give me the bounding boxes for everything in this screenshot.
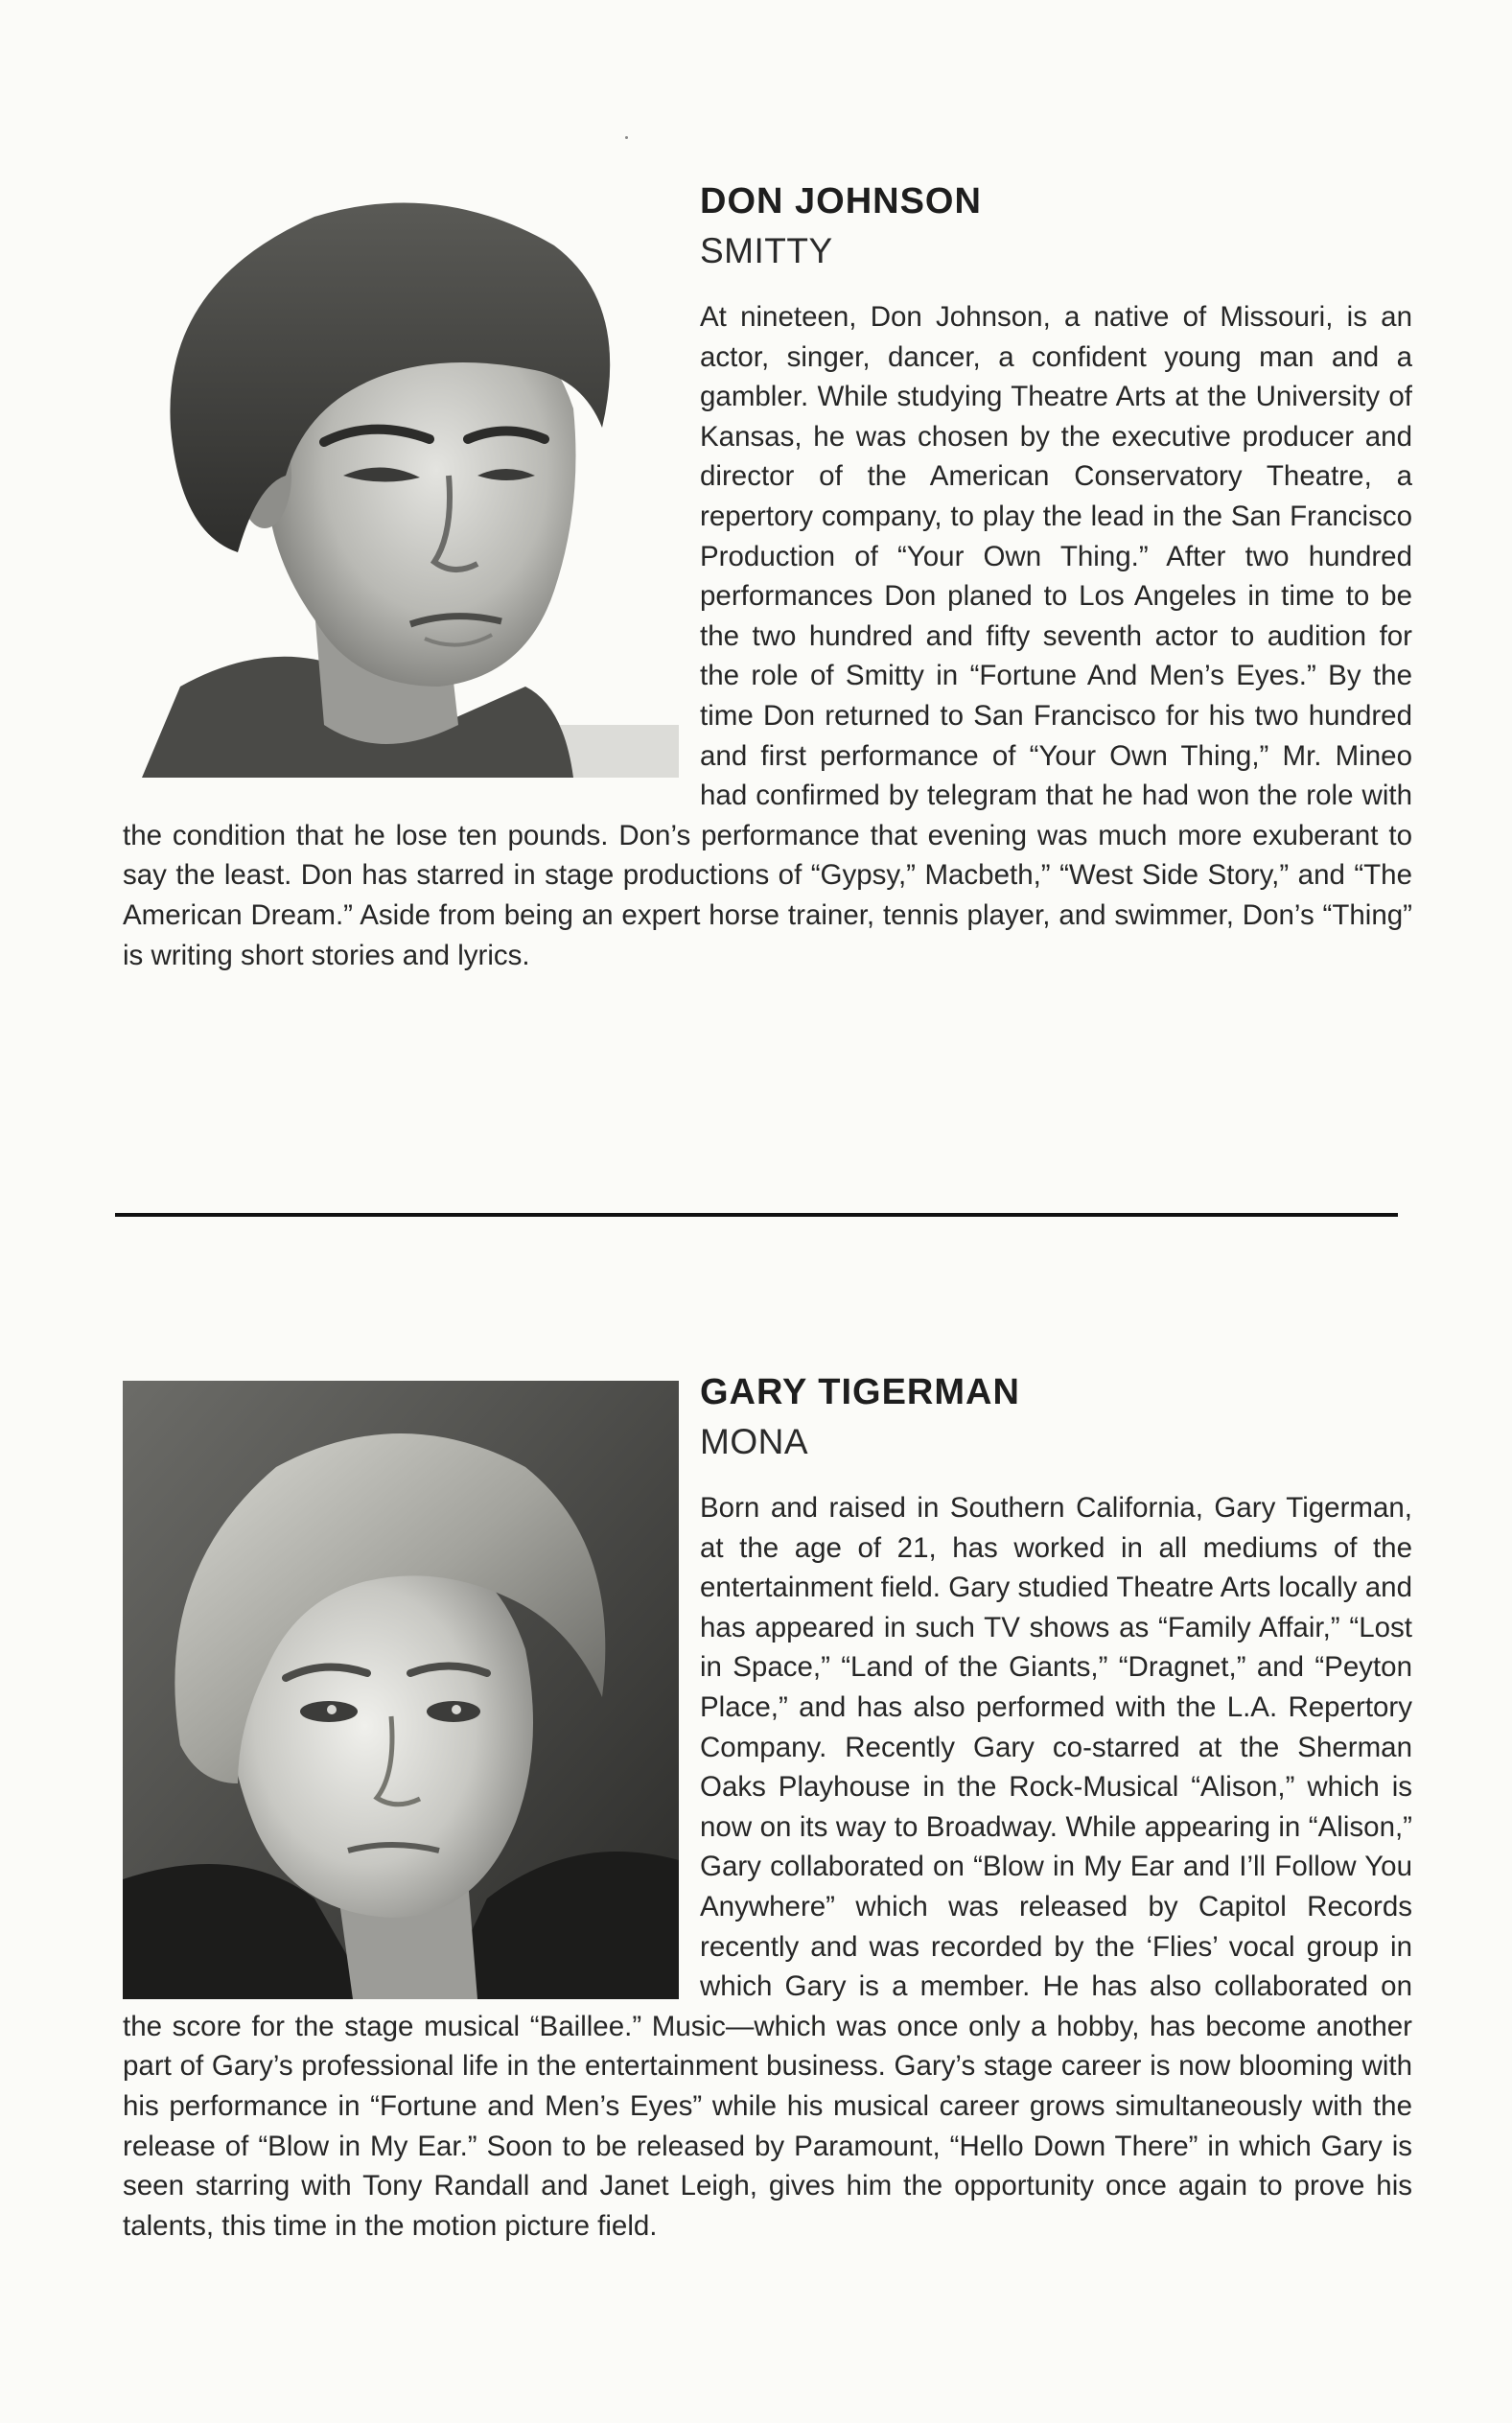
actor-name: DON JOHNSON (700, 181, 982, 221)
speck (625, 136, 628, 139)
role-name: SMITTY (700, 231, 833, 270)
headshot-image (123, 188, 679, 778)
bio-gary-tigerman (123, 1371, 1412, 2246)
role-name: MONA (700, 1422, 808, 1461)
headshot-photo (123, 1381, 679, 1999)
headshot-photo (123, 188, 679, 778)
headshot-image (123, 1381, 679, 1999)
section-divider (115, 1213, 1398, 1217)
actor-name: GARY TIGERMAN (700, 1372, 1020, 1412)
bio-text: At nineteen, Don Johnson, a native of Missouri, is an actor, singer, dancer, a confident young man and a gambler. While studying Theatre Arts at the University of Kansas, he was chosen by the executive producer and director of the American Conservatory Theatre, a repertory company, to play the lead in the San Francisco Production of “Your Own Thing.” After two hundred performances Don planed to Los Angeles in time to be the two hundred and fifty seventh actor to audition for the role of Smitty in “Fortune And Men’s Eyes.” By the time Don returned to San Francisco for his two hundred and first performance of “Your Own Thing,” Mr. Mineo had confirmed by telegram that he had won the role with the condition that he lose ten pounds. Don’s performance that evening was much more exuberant to say the least. Don has starred in stage productions of “Gypsy,” Macbeth,” “West Side Story,” and “The American Dream.” Aside from being an expert horse trainer, tennis player, and swimmer, Don’s “Thing” is writing short stories and lyrics. (123, 301, 1412, 971)
bio-don-johnson (123, 180, 1412, 975)
bio-text: Born and raised in Southern California, Gary Tigerman, at the age of 21, has worked in all mediums of the entertainment field. Gary studied Theatre Arts locally and has appeared in such TV shows as “Family Affair,” “Lost in Space,” “Land of the Giants,” “Dragnet,” and “Peyton Place,” and has also performed with the L.A. Repertory Company. Recently Gary co-starred at the Sherman Oaks Playhouse in the Rock-Musical “Alison,” which is now on its way to Broadway. While appearing in “Alison,” Gary collaborated on “Blow in My Ear and I’ll Follow You Anywhere” which was released by Capitol Records recently and was recorded by the ‘Flies’ vocal group in which Gary is a member. He has also collaborated on the score for the stage musical “Baillee.” Music—which was once only a hobby, has become another part of Gary’s professional life in the entertainment business. Gary’s stage career is now blooming with his performance in “Fortune and Men’s Eyes” while his musical career grows simultaneously with the release of “Blow in My Ear.” Soon to be released by Paramount, “Hello Down There” in which Gary is seen starring with Tony Randall and Janet Leigh, gives him the opportunity once again to prove his talents, this time in the motion picture field. (123, 1492, 1412, 2242)
